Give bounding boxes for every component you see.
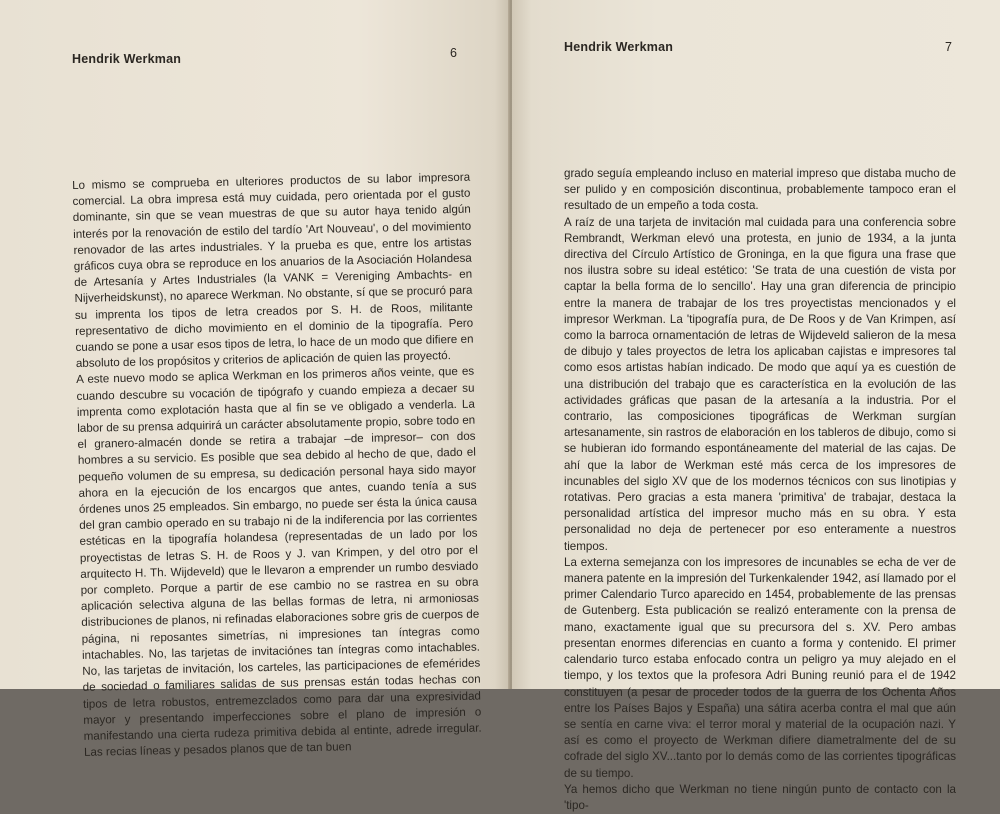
paragraph: La externa semejanza con los impresores de incunables se echa de ver de manera patente en la impresión del Turkenkalender 1942, así llamado por el primer Calendario Turco aparecido en 1454, probablemente de las prensas de Gutenberg. Esta publicación se realizó enteramente con la prensa de mano, exactamente igual que su precursora del s. XV. Pero ambas presentan enormes diferencias en cuanto a forma y contenido. El primer calendario turco estaba enfocado contra un peligro ya muy alejado en el tiempo, y los textos que la profesora Adri Buning reunió para el de 1942 constituyen (a pesar de proceder todos de la guerra de los Ochenta Años entre los Países Bajos y España) una sátira acerba contra el mal que aún se sentía en carne viva: el terror moral y material de la ocupación nazi. Y así es como el proyecto de Werkman difiere diametralmente del de su cofrade del siglo XV...tanto por lo demás como de las corrientes tipográficas de su tiempo. <box>564 555 956 780</box>
paragraph: A raíz de una tarjeta de invitación mal cuidada para una conferencia sobre Rembrandt, Werkman elevó una protesta, en junio de 1934, a la junta directiva del Círculo Artístico de Groninga, en la que figura una frase que nos ilustra sobre su ideal estético: 'Se trata de una cuestión de vista por captar la bella forma de lo sencillo'. Hay una gran diferencia de principio entre la manera de trabajar de los tres proyectistas mencionados y el impresor Werkman. La 'tipografía pura, de De Roos y de Van Krimpen, así como la barroca ornamentación de letras de Wijdeveld salieron de la mesa de dibujo y tales proyectos de letra los aplicaban cajistas e impresores tal como esos artistas habían indicado. De modo que aquí ya es cuestión de una distribución del trabajo que es característica en la evolución de las actividades gráficas que pasan de la artesanía a la industria. Por el contrario, las composiciones tipográficas de Werkman surgían artesanamente, sin rastros de elaboración en los tableros de dibujo, como si se hubieran ido formando espontáneamente del material de las cajas. De ahí que la labor de Werkman esté más cerca de los impresores de incunables del siglo XV que de los modernos técnicos con sus linotipias y rotativas. Pero gracias a esta manera 'primitiva' de trabajar, destaca la personalidad artística del impresor mucho más en su obra. Y esta personalidad no deja de pertenecer por eso enteramente a nuestros tiempos. <box>564 215 956 553</box>
running-head: Hendrik Werkman <box>72 52 182 66</box>
paragraph: Ya hemos dicho que Werkman no tiene ningún punto de contacto con la 'tipo- <box>564 782 956 812</box>
paragraph: A este nuevo modo se aplica Werkman en los primeros años veinte, que es cuando descubre su vocación de tipógrafo y cuando empieza a decaer su imprenta como explotación hasta que al fin se ve obligado a venderla. La labor de su prensa adquirirá un carácter absolutamente propio, sobre todo en el granero-almacén donde se retira a trabajar –de impresor– con dos hombres a su servicio. Es posible que sea debido al hecho de que, dado el pequeño volumen de su empresa, su dedicación personal haya sido mayor ahora en la ejecución de los encargos que antes, cuando tenía a sus órdenes unos 25 empleados. Sin embargo, no puede ser ésta la única causa del gran cambio operado en su trabajo ni de la indiferencia por las corrientes estéticas en la tipografía holandesa (representadas de un lado por los proyectistas de letras S. H. de Roos y J. van Krimpen, y del otro por el arquitecto H. Th. Wijdeveld) que le llevaron a emprender un rumbo desviado por completo. Porque a partir de ese cambio no se rastrea en su obra aplicación selectiva alguna de las bellas formas de letra, ni armoniosas distribuciones de planos, ni refinadas elaboraciones sobre gris de cuerpos de página, ni reposantes simetrías, ni impresiones tan íntegras como intachables. No, las tarjetas de invitaciónes tan íntegras como intachables. No, las tarjetas de invitación, los carteles, las participaciones de efemérides de sociedad o familiares salidas de sus prensas están todas hechas con tipos de letra robustos, entremezclados como para dar una expresividad mayor y presentando imperfecciones sobre el plano de impresión o manifestando una cierta rudeza primitiva debida al entinte, adrede irregular. Las recias líneas y pesados planos que de tan buen <box>76 365 482 759</box>
running-head: Hendrik Werkman <box>564 40 674 54</box>
left-page <box>0 0 510 759</box>
body-text <box>72 170 482 762</box>
paragraph: grado seguía empleando incluso en material impreso que distaba mucho de ser pulido y en composición discontinua, probablemente tampoco eran el resultado de un empeño a toda costa. <box>564 167 956 213</box>
paragraph: Lo mismo se comprueba en ulteriores productos de su labor impresora comercial. La obra impresa está muy cuidada, pero orientada por el gusto dominante, sin que se vean muestras de que su autor haya tenido algún interés por la renovación de estilo del tardío 'Art Nouveau', o del movimiento renovador de las artes industriales. Y la prueba es que, entre los artistas gráficos cuya obra se reproduce en los anuarios de la Asociación Holandesa de Artesanía y Artes Industriales (la VANK = Vereniging Ambachts- en Nijverheidskunst), no aparece Werkman. No obstante, sí que se procuró para su imprenta los tipos de letra creados por S. H. de Roos, militante representativo de dicho movimiento en el dominio de la tipografía. Pero cuando se pone a usar esos tipos de letra, lo hace de un modo que difiere en absoluto de los propósitos y criterios de aplicación de quien las proyectó. <box>72 170 474 371</box>
page-number: 6 <box>450 46 457 60</box>
right-page <box>512 0 1000 812</box>
body-text <box>564 166 956 814</box>
page-number: 7 <box>945 40 952 54</box>
